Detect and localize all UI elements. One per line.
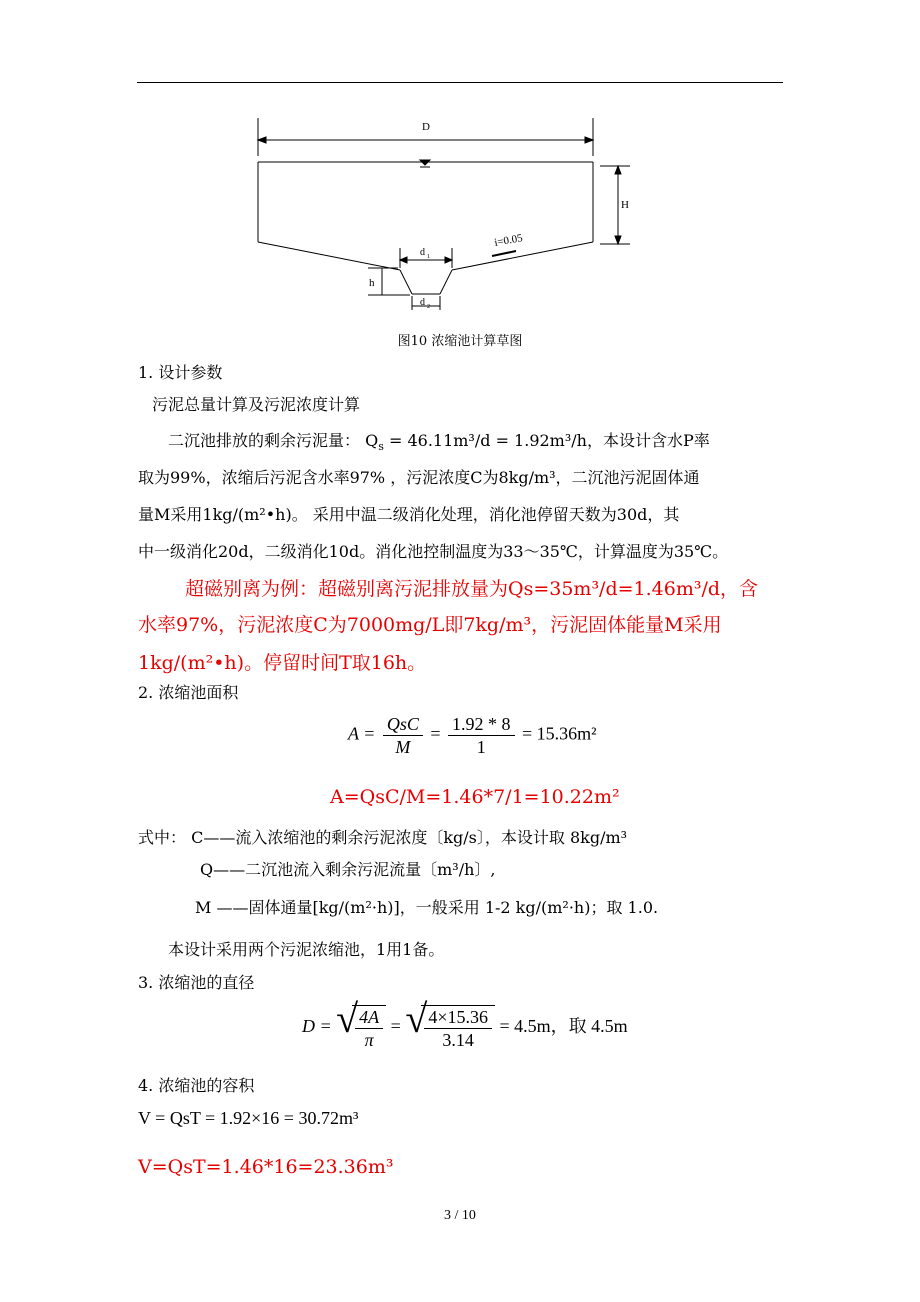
label-D: D bbox=[422, 121, 430, 133]
section1-heading: 1. 设计参数 bbox=[138, 363, 223, 382]
diam-sqrt1: √ $\frac{4A}{\pi}$ bbox=[336, 1005, 386, 1051]
section1-para-line4: 中一级消化20d，二级消化10d。消化池控制温度为33～35℃，计算温度为35℃。 bbox=[138, 542, 729, 561]
area-eq-rhs: = 15.36m² bbox=[522, 723, 597, 744]
header-rule bbox=[137, 82, 783, 83]
label-H: H bbox=[621, 199, 629, 211]
red-note-line3: 1kg/(m²•h)。停留时间T取16h。 bbox=[138, 652, 427, 674]
note-C: 式中： C——流入浓缩池的剩余污泥浓度〔kg/s〕，本设计取 8kg/m³ bbox=[138, 828, 628, 847]
section1-para-line2: 取为99%，浓缩后污泥含水率97% ，污泥浓度C为8kg/m³，二沉池污泥固体通 bbox=[138, 468, 700, 487]
p1-part-b: = 46.11m³/d = 1.92m³/h，本设计含水P率 bbox=[383, 431, 710, 450]
diam-den1: π bbox=[364, 1030, 374, 1050]
p1-sub: s bbox=[378, 440, 384, 454]
red-note-line1: 超磁别离为例：超磁别离污泥排放量为Qs=35m³/d=1.46m³/d，含 bbox=[185, 578, 759, 600]
diam-eq-lhs: D = bbox=[302, 1016, 332, 1037]
area-eq-num1: QsC bbox=[383, 713, 423, 736]
section3-heading: 3. 浓缩池的直径 bbox=[138, 973, 255, 992]
p1-part-a: 二沉池排放的剩余污泥量： Q bbox=[168, 431, 379, 450]
red-area-equation: A=QsC/M=1.46*7/1=10.22m² bbox=[330, 786, 620, 808]
label-d2: d bbox=[420, 297, 425, 308]
section1-para-line1 bbox=[168, 428, 710, 453]
label-d1: d bbox=[420, 247, 425, 258]
diam-eq-rhs: = 4.5m，取 4.5m bbox=[499, 1016, 628, 1037]
area-eq-lhs: A = bbox=[348, 723, 376, 744]
diam-num1: 4A bbox=[355, 1006, 383, 1029]
red-note-line2: 水率97%，污泥浓度C为7000mg/L即7kg/m³，污泥固体能量M采用 bbox=[138, 614, 722, 636]
label-d2-sub: 2 bbox=[427, 304, 430, 310]
diameter-equation: D = √ $\frac{4A}{\pi}$ = √ $\frac{4\times 15.36}{3.14}$ = 4.5m，取 4.5m bbox=[302, 996, 628, 1050]
area-equation: A = $\frac{\text{QsC}}{M}$ = $\frac{1.92 * 8}{1}$ = 15.36m² bbox=[348, 714, 597, 757]
red-volume-equation: V=QsT=1.46*16=23.36m³ bbox=[138, 1156, 394, 1178]
section1-subheading: 污泥总量计算及污泥浓度计算 bbox=[152, 395, 361, 414]
label-slope: i=0.05 bbox=[493, 232, 524, 249]
thickener-sketch bbox=[240, 110, 640, 320]
area-eq-den1: M bbox=[395, 737, 411, 757]
note-Q: Q——二沉池流入剩余污泥流量〔m³/h〕, bbox=[200, 860, 496, 879]
section2-heading: 2. 浓缩池面积 bbox=[138, 683, 239, 702]
diam-sqrt2: √ $\frac{4\times 15.36}{3.14}$ bbox=[405, 1005, 495, 1051]
area-eq-den2: 1 bbox=[476, 737, 486, 757]
area-eq-num2: 1.92 * 8 bbox=[448, 713, 515, 736]
figure-caption: 图10 浓缩池计算草图 bbox=[397, 334, 523, 349]
section1-para-line3: 量M采用1kg/(m²•h)。 采用中温二级消化处理，消化池停留天数为30d，其 bbox=[138, 505, 680, 524]
diam-den2: 3.14 bbox=[442, 1030, 474, 1050]
note-M: M ——固体通量[kg/(m²·h)]，一般采用 1-2 kg/(m²·h)；取 1.0. bbox=[195, 898, 659, 917]
note-two-tanks: 本设计采用两个污泥浓缩池，1用1备。 bbox=[168, 940, 445, 959]
area-eq-frac1 bbox=[383, 713, 423, 758]
volume-equation: V = QsT = 1.92×16 = 30.72m³ bbox=[138, 1108, 359, 1128]
diam-num2: 4×15.36 bbox=[424, 1006, 492, 1029]
label-h: h bbox=[369, 277, 375, 289]
label-d1-sub: 1 bbox=[427, 254, 430, 260]
section4-heading: 4. 浓缩池的容积 bbox=[138, 1076, 255, 1095]
area-eq-frac2 bbox=[448, 713, 515, 758]
page-number: 3 / 10 bbox=[444, 1208, 476, 1223]
